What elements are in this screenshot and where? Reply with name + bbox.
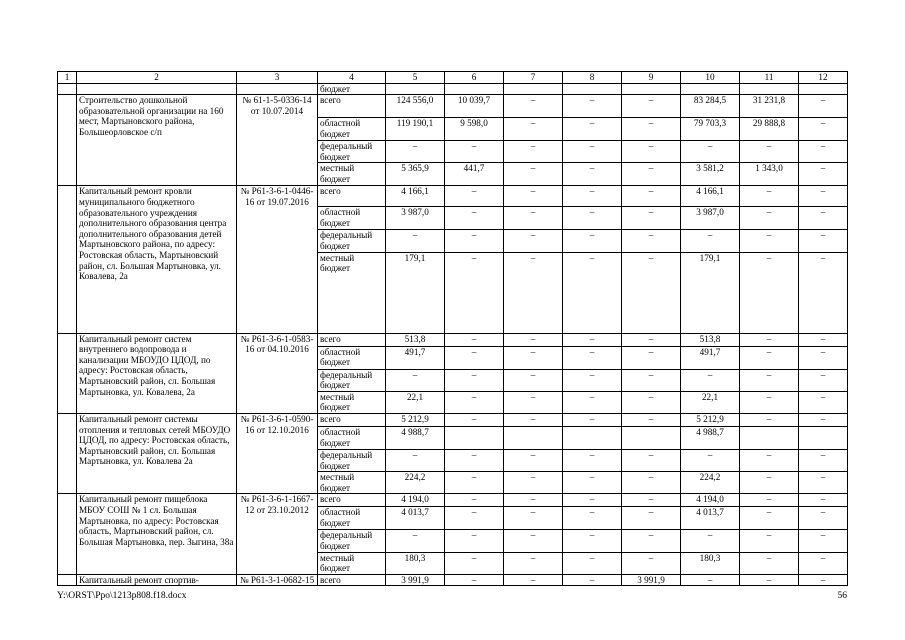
row-number-cell bbox=[58, 186, 77, 333]
value-cell: – bbox=[799, 574, 848, 586]
value-cell: – bbox=[445, 530, 504, 552]
value-cell: – bbox=[445, 413, 504, 426]
value-cell: – bbox=[799, 163, 848, 186]
value-cell: – bbox=[622, 333, 681, 346]
value-cell: – bbox=[622, 95, 681, 118]
table-row bbox=[58, 413, 848, 426]
value-cell: – bbox=[740, 207, 799, 230]
value-cell: – bbox=[504, 118, 563, 141]
project-name: Строительство дошкольной образовательной организации на 160 мест, Мартыновского района, Большеорловское с/п bbox=[77, 95, 237, 186]
value-cell: 491,7 bbox=[681, 346, 740, 369]
value-cell: – bbox=[504, 574, 563, 586]
value-cell: 1 343,0 bbox=[740, 163, 799, 186]
footer-page-number: 56 bbox=[837, 591, 847, 601]
source-cell: бюджет bbox=[318, 83, 386, 95]
value-cell: 3 987,0 bbox=[386, 207, 445, 230]
continuation-row bbox=[58, 83, 848, 95]
value-cell: – bbox=[563, 507, 622, 530]
value-cell: – bbox=[504, 472, 563, 494]
value-cell: – bbox=[799, 346, 848, 369]
value-cell: 224,2 bbox=[681, 472, 740, 494]
value-cell: – bbox=[622, 346, 681, 369]
value-cell: – bbox=[622, 472, 681, 494]
value-cell: – bbox=[504, 449, 563, 471]
value-cell: – bbox=[799, 186, 848, 207]
value-cell: – bbox=[504, 252, 563, 333]
value-cell: – bbox=[622, 207, 681, 230]
value-cell: – bbox=[681, 530, 740, 552]
value-cell: – bbox=[681, 449, 740, 471]
value-cell: – bbox=[445, 449, 504, 471]
source-cell: местный бюджет bbox=[318, 252, 386, 333]
table-row bbox=[58, 186, 848, 207]
budget-table bbox=[57, 71, 848, 586]
value-cell: – bbox=[681, 141, 740, 163]
value-cell: – bbox=[799, 333, 848, 346]
value-cell: – bbox=[622, 141, 681, 163]
value-cell: – bbox=[799, 472, 848, 494]
value-cell: – bbox=[563, 95, 622, 118]
value-cell: – bbox=[799, 507, 848, 530]
col-header: 6 bbox=[445, 72, 504, 84]
value-cell: – bbox=[799, 252, 848, 333]
value-cell: – bbox=[740, 413, 799, 426]
value-cell: – bbox=[445, 552, 504, 574]
value-cell: – bbox=[799, 494, 848, 507]
value-cell: 180,3 bbox=[681, 552, 740, 574]
value-cell: – bbox=[740, 141, 799, 163]
value-cell: 224,2 bbox=[386, 472, 445, 494]
value-cell: – bbox=[740, 449, 799, 471]
value-cell: 29 888,8 bbox=[740, 118, 799, 141]
col-header: 9 bbox=[622, 72, 681, 84]
value-cell: – bbox=[386, 230, 445, 252]
value-cell: – bbox=[563, 163, 622, 186]
value-cell: 3 991,9 bbox=[386, 574, 445, 586]
value-cell: – bbox=[740, 230, 799, 252]
value-cell: – bbox=[386, 141, 445, 163]
value-cell: – bbox=[445, 391, 504, 413]
value-cell: – bbox=[563, 230, 622, 252]
value-cell: 83 284,5 bbox=[681, 95, 740, 118]
source-cell: местный бюджет bbox=[318, 472, 386, 494]
table-row bbox=[58, 574, 848, 586]
value-cell: – bbox=[740, 530, 799, 552]
value-cell: – bbox=[445, 574, 504, 586]
value-cell: – bbox=[386, 449, 445, 471]
value-cell: 9 598,0 bbox=[445, 118, 504, 141]
value-cell: – bbox=[740, 369, 799, 391]
value-cell: 179,1 bbox=[386, 252, 445, 333]
value-cell: 4 166,1 bbox=[681, 186, 740, 207]
value-cell: 179,1 bbox=[681, 252, 740, 333]
value-cell: 491,7 bbox=[386, 346, 445, 369]
value-cell: – bbox=[681, 574, 740, 586]
value-cell bbox=[445, 426, 504, 449]
col-header: 3 bbox=[237, 72, 318, 84]
value-cell: – bbox=[799, 230, 848, 252]
value-cell: – bbox=[622, 252, 681, 333]
value-cell: – bbox=[622, 449, 681, 471]
value-cell: – bbox=[504, 95, 563, 118]
value-cell: 4 013,7 bbox=[386, 507, 445, 530]
value-cell bbox=[504, 426, 563, 449]
value-cell: – bbox=[622, 186, 681, 207]
value-cell: – bbox=[563, 494, 622, 507]
source-cell: местный бюджет bbox=[318, 552, 386, 574]
value-cell: 124 556,0 bbox=[386, 95, 445, 118]
value-cell: – bbox=[445, 333, 504, 346]
value-cell: 79 703,3 bbox=[681, 118, 740, 141]
col-header: 10 bbox=[681, 72, 740, 84]
value-cell bbox=[799, 426, 848, 449]
value-cell: – bbox=[740, 346, 799, 369]
value-cell: – bbox=[504, 494, 563, 507]
value-cell: – bbox=[563, 449, 622, 471]
value-cell: – bbox=[445, 141, 504, 163]
value-cell: 4 194,0 bbox=[386, 494, 445, 507]
value-cell: – bbox=[563, 472, 622, 494]
value-cell: – bbox=[740, 186, 799, 207]
value-cell: – bbox=[799, 141, 848, 163]
row-number-cell bbox=[58, 413, 77, 493]
project-document: № Р61-3-6-1-0590-16 от 12.10.2016 bbox=[237, 413, 318, 493]
value-cell: – bbox=[563, 252, 622, 333]
source-cell: федеральный бюджет bbox=[318, 369, 386, 391]
source-cell: федеральный бюджет bbox=[318, 449, 386, 471]
value-cell: – bbox=[504, 141, 563, 163]
value-cell: – bbox=[445, 494, 504, 507]
value-cell: – bbox=[622, 163, 681, 186]
source-cell: местный бюджет bbox=[318, 163, 386, 186]
table-row bbox=[58, 494, 848, 507]
value-cell: – bbox=[740, 333, 799, 346]
col-header: 5 bbox=[386, 72, 445, 84]
value-cell: – bbox=[563, 369, 622, 391]
row-number-cell bbox=[58, 574, 77, 586]
value-cell: 119 190,1 bbox=[386, 118, 445, 141]
value-cell: 3 991,9 bbox=[622, 574, 681, 586]
project-name: Капитальный ремонт системы отопления и тепловых сетей МБОУДО ЦДОД, по адресу: Ростовская область, Мартыновский район, сл. Большая Мартыновка, ул. Ковалева 2а bbox=[77, 413, 237, 493]
value-cell: – bbox=[799, 207, 848, 230]
project-document: № Р61-3-6-1-0446-16 от 19.07.2016 bbox=[237, 186, 318, 333]
col-header: 11 bbox=[740, 72, 799, 84]
value-cell: – bbox=[504, 530, 563, 552]
source-cell: всего bbox=[318, 494, 386, 507]
source-cell: областной бюджет bbox=[318, 426, 386, 449]
value-cell: 31 231,8 bbox=[740, 95, 799, 118]
project-document: № Р61-3-6-1-0583-16 от 04.10.2016 bbox=[237, 333, 318, 413]
value-cell: – bbox=[799, 552, 848, 574]
value-cell: – bbox=[504, 369, 563, 391]
value-cell: – bbox=[740, 472, 799, 494]
value-cell: 4 013,7 bbox=[681, 507, 740, 530]
source-cell: всего bbox=[318, 333, 386, 346]
value-cell: – bbox=[504, 507, 563, 530]
value-cell: – bbox=[504, 346, 563, 369]
value-cell: – bbox=[504, 391, 563, 413]
value-cell: 4 166,1 bbox=[386, 186, 445, 207]
value-cell: 4 988,7 bbox=[681, 426, 740, 449]
project-document: № Р61-3-6-1-1667-12 от 23.10.2012 bbox=[237, 494, 318, 574]
value-cell: – bbox=[622, 118, 681, 141]
value-cell: – bbox=[622, 413, 681, 426]
col-header: 2 bbox=[77, 72, 237, 84]
value-cell: – bbox=[799, 530, 848, 552]
value-cell: – bbox=[563, 186, 622, 207]
value-cell: – bbox=[622, 530, 681, 552]
source-cell: областной бюджет bbox=[318, 346, 386, 369]
source-cell: всего bbox=[318, 413, 386, 426]
value-cell: – bbox=[563, 141, 622, 163]
value-cell: – bbox=[563, 207, 622, 230]
value-cell: – bbox=[563, 530, 622, 552]
value-cell: 4 194,0 bbox=[681, 494, 740, 507]
value-cell: 180,3 bbox=[386, 552, 445, 574]
source-cell: федеральный бюджет bbox=[318, 530, 386, 552]
value-cell: 513,8 bbox=[681, 333, 740, 346]
value-cell: – bbox=[504, 207, 563, 230]
value-cell bbox=[622, 426, 681, 449]
col-header: 7 bbox=[504, 72, 563, 84]
value-cell: – bbox=[445, 472, 504, 494]
value-cell: – bbox=[681, 230, 740, 252]
value-cell: – bbox=[622, 507, 681, 530]
value-cell: – bbox=[681, 369, 740, 391]
project-name: Капитальный ремонт кровли муниципального бюджетного образовательного учреждения дополнительного образования центра дополнительного образования детей Мартыновского района, по адресу: Ростовская область, Мартыновский район, сл. Большая Мартыновка, ул. Ковалева, 2а bbox=[77, 186, 237, 333]
value-cell: – bbox=[740, 391, 799, 413]
value-cell: 5 212,9 bbox=[386, 413, 445, 426]
value-cell: – bbox=[563, 552, 622, 574]
source-cell: федеральный бюджет bbox=[318, 230, 386, 252]
value-cell: – bbox=[445, 186, 504, 207]
project-document: № 61-1-5-0336-14 от 10.07.2014 bbox=[237, 95, 318, 186]
value-cell: – bbox=[799, 95, 848, 118]
value-cell: – bbox=[504, 413, 563, 426]
value-cell: – bbox=[445, 369, 504, 391]
col-header: 8 bbox=[563, 72, 622, 84]
value-cell: – bbox=[563, 346, 622, 369]
row-number-cell bbox=[58, 95, 77, 186]
value-cell bbox=[563, 426, 622, 449]
source-cell: федеральный бюджет bbox=[318, 141, 386, 163]
row-number-cell bbox=[58, 494, 77, 574]
value-cell: – bbox=[445, 207, 504, 230]
value-cell: – bbox=[622, 494, 681, 507]
value-cell: – bbox=[445, 230, 504, 252]
source-cell: всего bbox=[318, 186, 386, 207]
value-cell: – bbox=[563, 413, 622, 426]
table-row bbox=[58, 95, 848, 118]
value-cell: – bbox=[563, 333, 622, 346]
value-cell: – bbox=[740, 574, 799, 586]
value-cell: – bbox=[740, 552, 799, 574]
value-cell: – bbox=[563, 391, 622, 413]
project-name: Капитальный ремонт спортив- bbox=[77, 574, 237, 586]
value-cell: 3 987,0 bbox=[681, 207, 740, 230]
value-cell: – bbox=[740, 494, 799, 507]
value-cell: – bbox=[386, 369, 445, 391]
source-cell: областной бюджет bbox=[318, 207, 386, 230]
project-name: Капитальный ремонт систем внутреннего водопровода и канализации МБОУДО ЦДОД, по адресу: Ростовская область, Мартыновский район, сл. Большая Мартыновка, ул. Ковалева, 2а bbox=[77, 333, 237, 413]
value-cell: – bbox=[622, 369, 681, 391]
value-cell: – bbox=[445, 252, 504, 333]
value-cell: 22,1 bbox=[681, 391, 740, 413]
value-cell: – bbox=[563, 574, 622, 586]
col-header: 4 bbox=[318, 72, 386, 84]
col-header: 1 bbox=[58, 72, 77, 84]
value-cell: – bbox=[740, 507, 799, 530]
value-cell: – bbox=[622, 230, 681, 252]
header-row bbox=[58, 72, 848, 84]
value-cell: – bbox=[445, 507, 504, 530]
source-cell: областной бюджет bbox=[318, 507, 386, 530]
value-cell: – bbox=[799, 449, 848, 471]
value-cell: 10 039,7 bbox=[445, 95, 504, 118]
project-document: № Р61-3-1-0682-15 bbox=[237, 574, 318, 586]
source-cell: всего bbox=[318, 574, 386, 586]
value-cell: 3 581,2 bbox=[681, 163, 740, 186]
value-cell: – bbox=[799, 413, 848, 426]
value-cell: 441,7 bbox=[445, 163, 504, 186]
table-row bbox=[58, 333, 848, 346]
value-cell: – bbox=[445, 346, 504, 369]
footer-file-path: Y:\ORST\Ppo\1213p808.f18.docx bbox=[57, 591, 187, 601]
value-cell: 5 365,9 bbox=[386, 163, 445, 186]
value-cell: – bbox=[563, 118, 622, 141]
project-name: Капитальный ремонт пищеблока МБОУ СОШ № 1 сл. Большая Мартыновка, по адресу: Ростовская область, Мартыновский район, сл. Большая Мартыновка, пер. Зыгина, 38а bbox=[77, 494, 237, 574]
value-cell: – bbox=[622, 391, 681, 413]
source-cell: местный бюджет bbox=[318, 391, 386, 413]
value-cell: – bbox=[799, 369, 848, 391]
value-cell: 513,8 bbox=[386, 333, 445, 346]
value-cell: – bbox=[504, 333, 563, 346]
value-cell: – bbox=[622, 552, 681, 574]
value-cell: – bbox=[504, 552, 563, 574]
col-header: 12 bbox=[799, 72, 848, 84]
value-cell: – bbox=[386, 530, 445, 552]
row-number-cell bbox=[58, 333, 77, 413]
value-cell: 4 988,7 bbox=[386, 426, 445, 449]
value-cell: – bbox=[504, 230, 563, 252]
value-cell bbox=[740, 426, 799, 449]
source-cell: всего bbox=[318, 95, 386, 118]
value-cell: 22,1 bbox=[386, 391, 445, 413]
value-cell: – bbox=[799, 391, 848, 413]
value-cell: – bbox=[504, 163, 563, 186]
value-cell: – bbox=[504, 186, 563, 207]
source-cell: областной бюджет bbox=[318, 118, 386, 141]
value-cell: – bbox=[799, 118, 848, 141]
value-cell: – bbox=[740, 252, 799, 333]
value-cell: 5 212,9 bbox=[681, 413, 740, 426]
